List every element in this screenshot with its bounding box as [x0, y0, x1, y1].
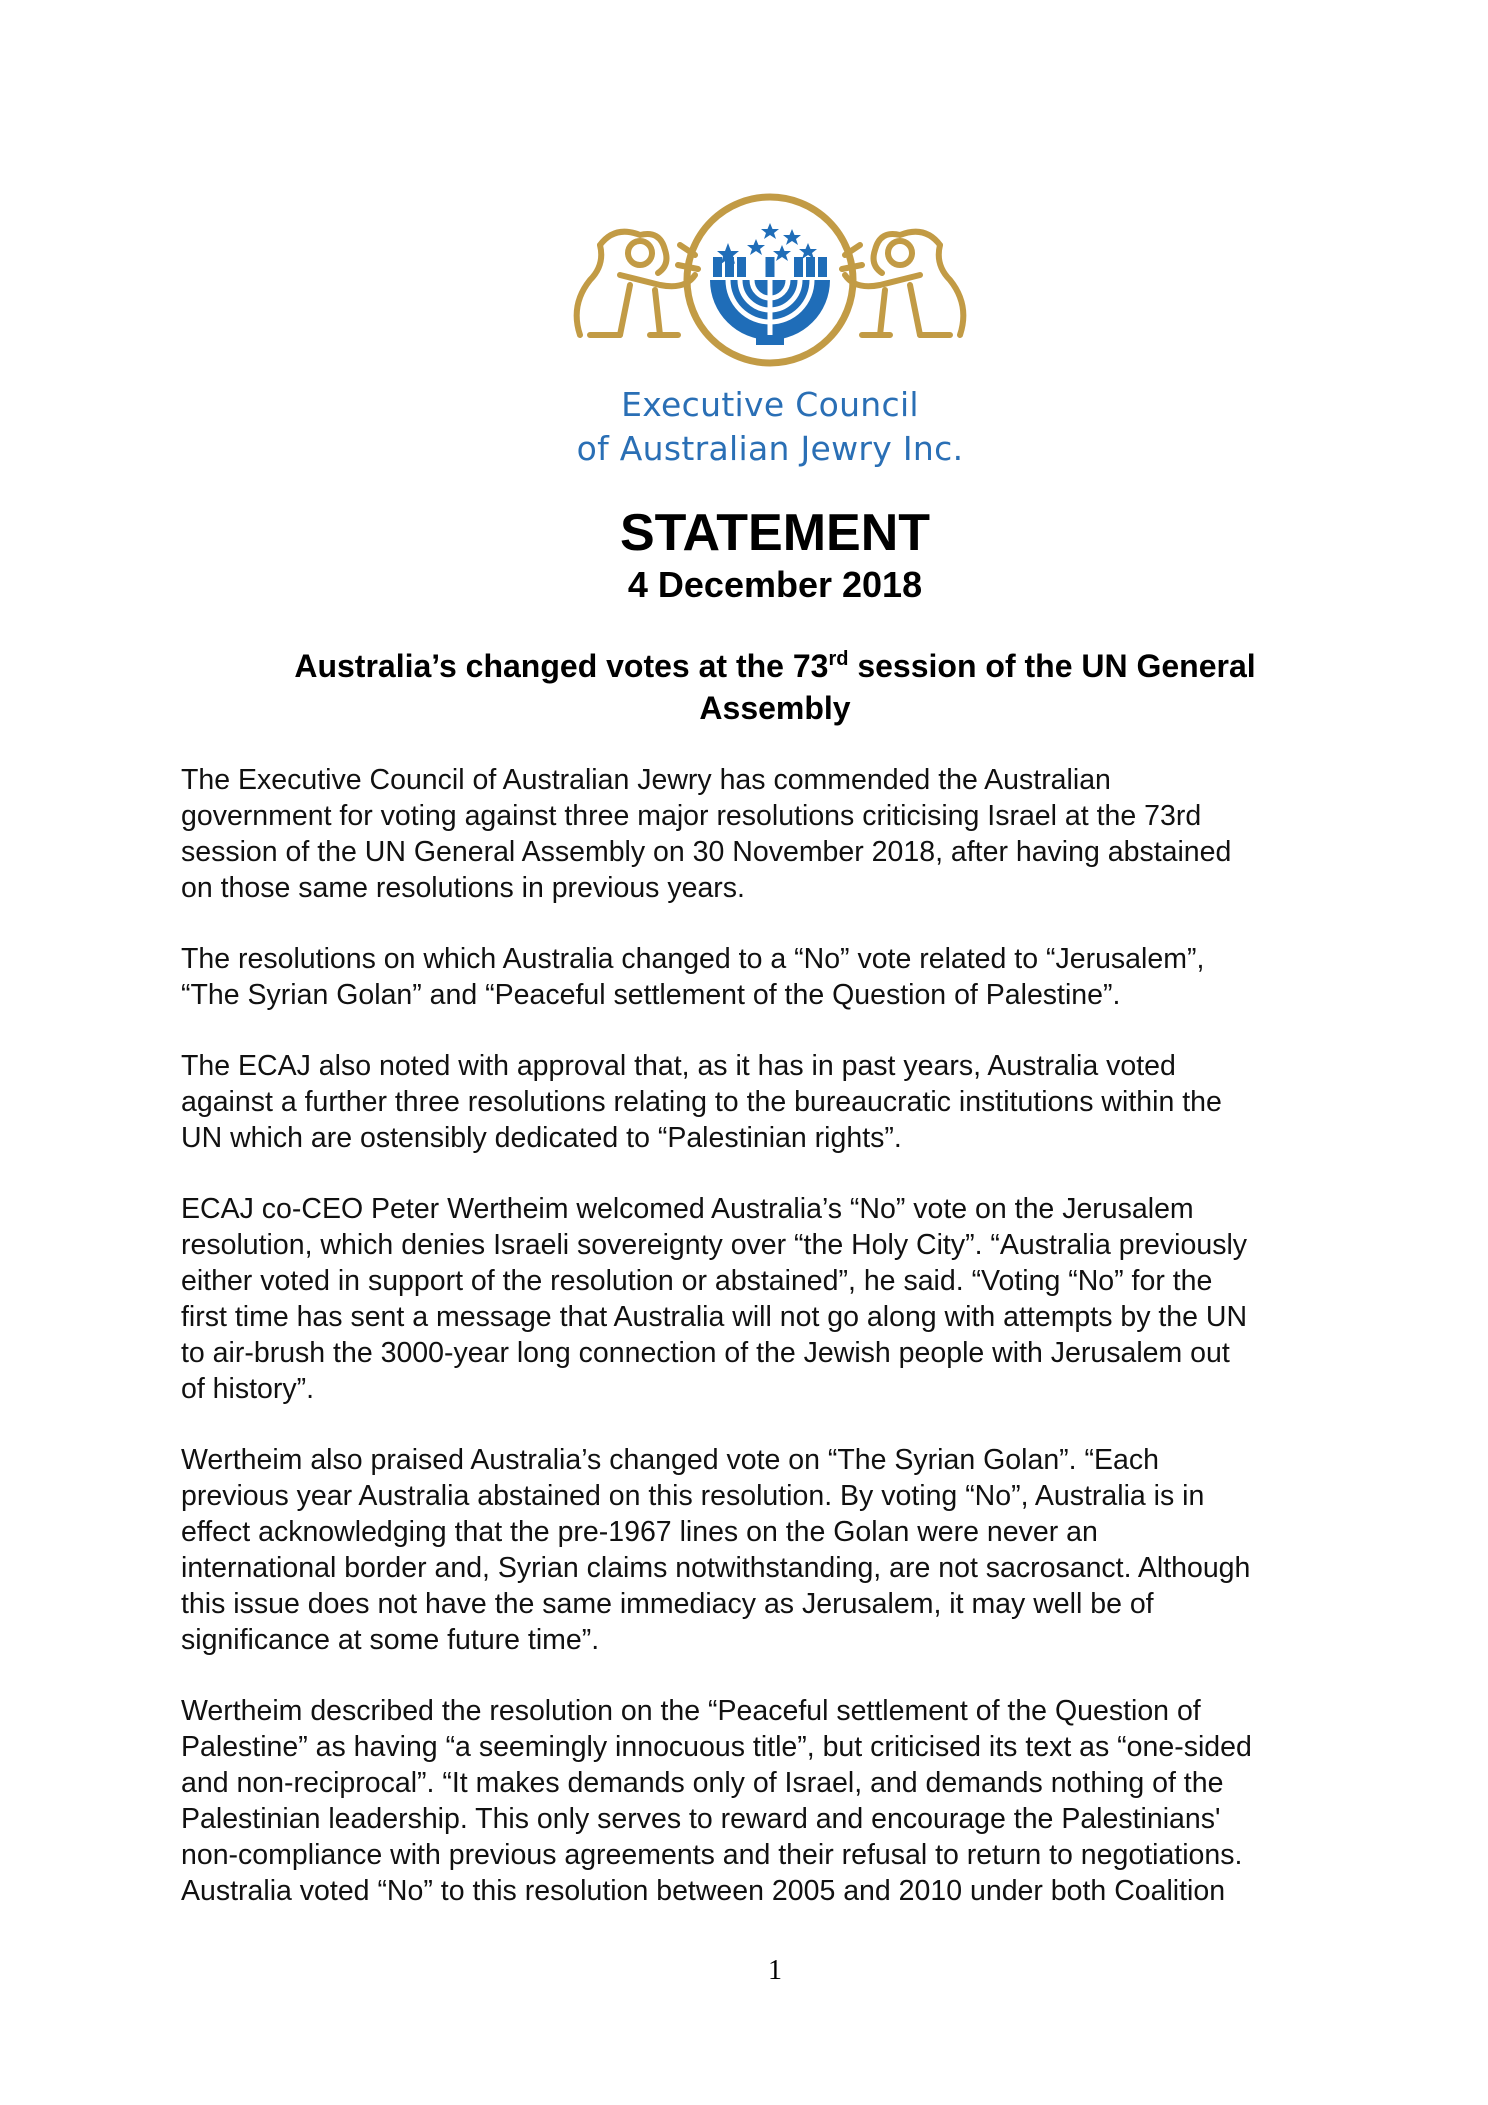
heading-text-start: Australia’s changed votes at the 73	[294, 648, 829, 684]
paragraph-2	[181, 941, 1381, 1013]
paragraph-line: first time has sent a message that Australia will not go along with attempts by the UN	[181, 1301, 1248, 1333]
paragraph-line: The Executive Council of Australian Jewry has commended the Australian	[181, 764, 1111, 796]
heading-line2: Assembly	[699, 690, 851, 726]
paragraph-3	[181, 1048, 1381, 1156]
paragraph-line: “The Syrian Golan” and “Peaceful settlement of the Question of Palestine”.	[181, 979, 1121, 1011]
paragraph-line: to air-brush the 3000-year long connection of the Jewish people with Jerusalem out	[181, 1337, 1230, 1369]
paragraph-6	[181, 1693, 1381, 1909]
heading-ordinal-suffix: rd	[828, 648, 849, 670]
paragraph-line: international border and, Syrian claims notwithstanding, are not sacrosanct. Although	[181, 1552, 1251, 1584]
paragraph-line: ECAJ co-CEO Peter Wertheim welcomed Australia’s “No” vote on the Jerusalem	[181, 1193, 1194, 1225]
paragraph-1	[181, 762, 1381, 906]
menorah-base	[756, 335, 784, 345]
paragraph-line: Palestine” as having “a seemingly innocuous title”, but criticised its text as “one-sided	[181, 1731, 1252, 1763]
paragraph-line: either voted in support of the resolution or abstained”, he said. “Voting “No” for the	[181, 1265, 1213, 1297]
paragraph-line: this issue does not have the same immediacy as Jerusalem, it may well be of	[181, 1588, 1154, 1620]
paragraph-line: Palestinian leadership. This only serves to reward and encourage the Palestinians'	[181, 1803, 1221, 1835]
paragraph-line: Wertheim described the resolution on the “Peaceful settlement of the Question of	[181, 1695, 1201, 1727]
paragraph-line: government for voting against three major resolutions criticising Israel at the 73rd	[181, 800, 1202, 832]
paragraph-line: session of the UN General Assembly on 30 November 2018, after having abstained	[181, 836, 1232, 868]
paragraph-4	[181, 1191, 1381, 1407]
paragraph-line: The ECAJ also noted with approval that, as it has in past years, Australia voted	[181, 1050, 1176, 1082]
org-name-line2: of Australian Jewry Inc.	[576, 429, 964, 468]
right-lion-icon	[842, 232, 963, 335]
paragraph-line: of history”.	[181, 1373, 315, 1405]
paragraph-line: previous year Australia abstained on this resolution. By voting “No”, Australia is in	[181, 1480, 1205, 1512]
paragraph-line: against a further three resolutions relating to the bureaucratic institutions within the	[181, 1086, 1222, 1118]
org-name-line1: Executive Council	[621, 385, 919, 424]
paragraph-line: UN which are ostensibly dedicated to “Palestinian rights”.	[181, 1122, 902, 1154]
heading-text-end: session of the UN General	[848, 648, 1256, 684]
paragraph-line: on those same resolutions in previous years.	[181, 872, 745, 904]
paragraph-5	[181, 1442, 1381, 1658]
statement-title: STATEMENT	[619, 504, 931, 562]
menorah-lions-emblem-icon	[560, 185, 980, 385]
paragraph-line: resolution, which denies Israeli sovereignty over “the Holy City”. “Australia previously	[181, 1229, 1248, 1261]
paragraph-line: Wertheim also praised Australia’s changed vote on “The Syrian Golan”. “Each	[181, 1444, 1159, 1476]
paragraph-line: effect acknowledging that the pre-1967 lines on the Golan were never an	[181, 1516, 1098, 1548]
paragraph-line: Australia voted “No” to this resolution between 2005 and 2010 under both Coalition	[181, 1875, 1226, 1907]
paragraph-line: The resolutions on which Australia changed to a “No” vote related to “Jerusalem”,	[181, 943, 1205, 975]
statement-heading	[230, 645, 1320, 729]
paragraph-line: and non-reciprocal”. “It makes demands only of Israel, and demands nothing of the	[181, 1767, 1224, 1799]
paragraph-line: non-compliance with previous agreements and their refusal to return to negotiations.	[181, 1839, 1243, 1871]
page-number: 1	[768, 1955, 782, 1986]
statement-date: 4 December 2018	[627, 564, 923, 605]
left-lion-icon	[577, 232, 698, 335]
paragraph-line: significance at some future time”.	[181, 1624, 600, 1656]
